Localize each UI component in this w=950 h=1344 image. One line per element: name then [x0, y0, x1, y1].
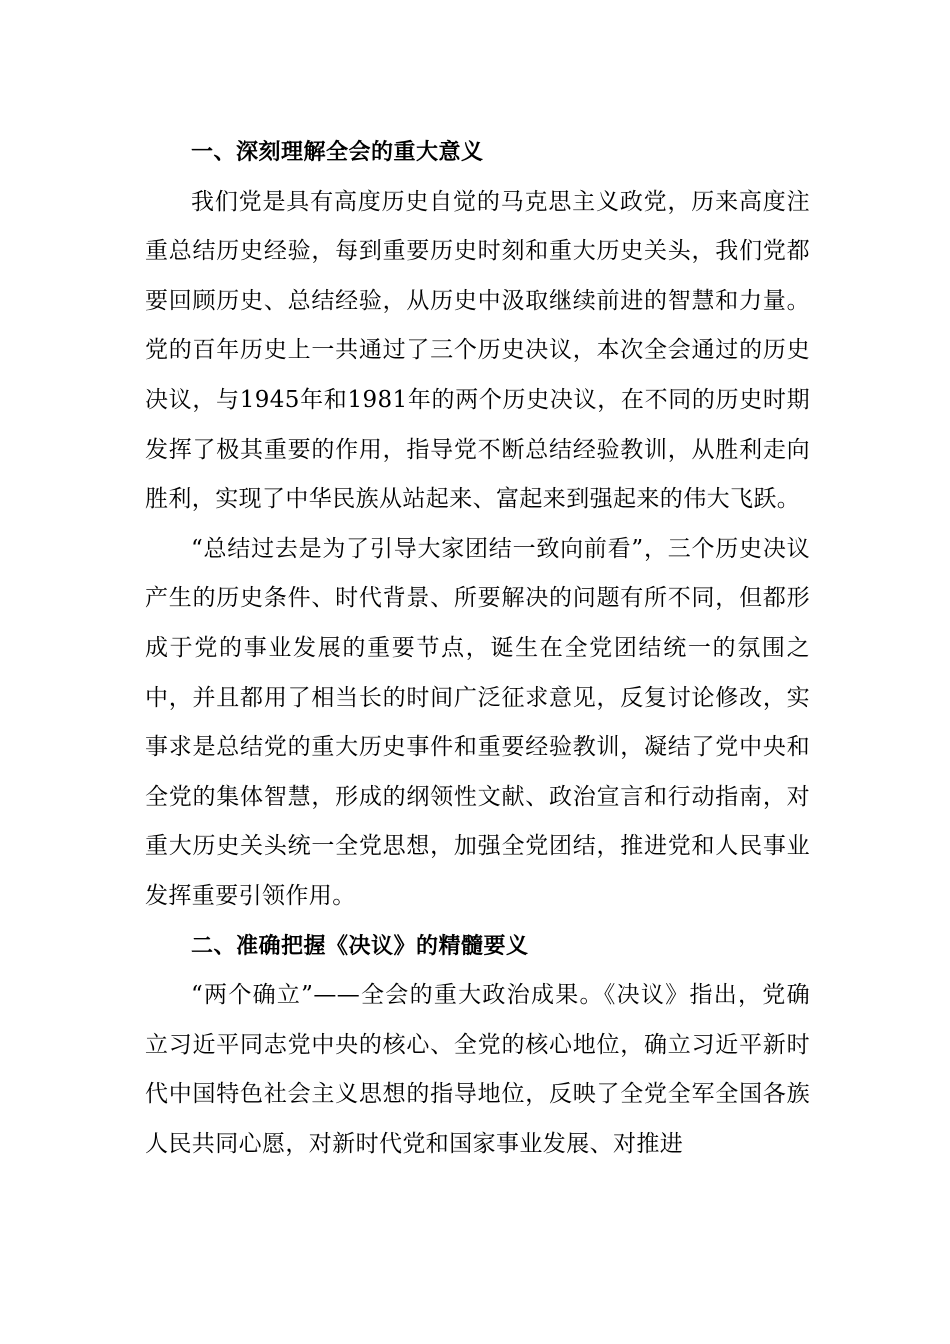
- paragraph-3: “两个确立”——全会的重大政治成果。《决议》指出，党确立习近平同志党中央的核心、全党的核心地位，确立习近平新时代中国特色社会主义思想的指导地位，反映了全党全军全国各族人民共同心愿，对新时代党和国家事业发展、对推进: [145, 982, 810, 1157]
- section-heading-1: 一、深刻理解全会的重大意义: [191, 140, 484, 165]
- document-page: [145, 128, 810, 1169]
- paragraph-2: “总结过去是为了引导大家团结一致向前看”，三个历史决议产生的历史条件、时代背景、所要解决的问题有所不同，但都形成于党的事业发展的重要节点，诞生在全党团结统一的氛围之中，并且都用了相当长的时间广泛征求意见，反复讨论修改，实事求是总结党的重大历史事件和重要经验教训，凝结了党中央和全党的集体智慧，形成的纲领性文献、政治宣言和行动指南，对重大历史关头统一全党思想，加强全党团结，推进党和人民事业发挥重要引领作用。: [145, 535, 810, 909]
- paragraph-1: 我们党是具有高度历史自觉的马克思主义政党，历来高度注重总结历史经验，每到重要历史时刻和重大历史关头，我们党都要回顾历史、总结经验，从历史中汲取继续前进的智慧和力量。党的百年历史上一共通过了三个历史决议，本次全会通过的历史决议，与1945年和1981年的两个历史决议，在不同的历史时期发挥了极其重要的作用，指导党不断总结经验教训，从胜利走向胜利，实现了中华民族从站起来、富起来到强起来的伟大飞跃。: [145, 188, 810, 513]
- section-heading-2: 二、准确把握《决议》的精髓要义: [191, 933, 529, 959]
